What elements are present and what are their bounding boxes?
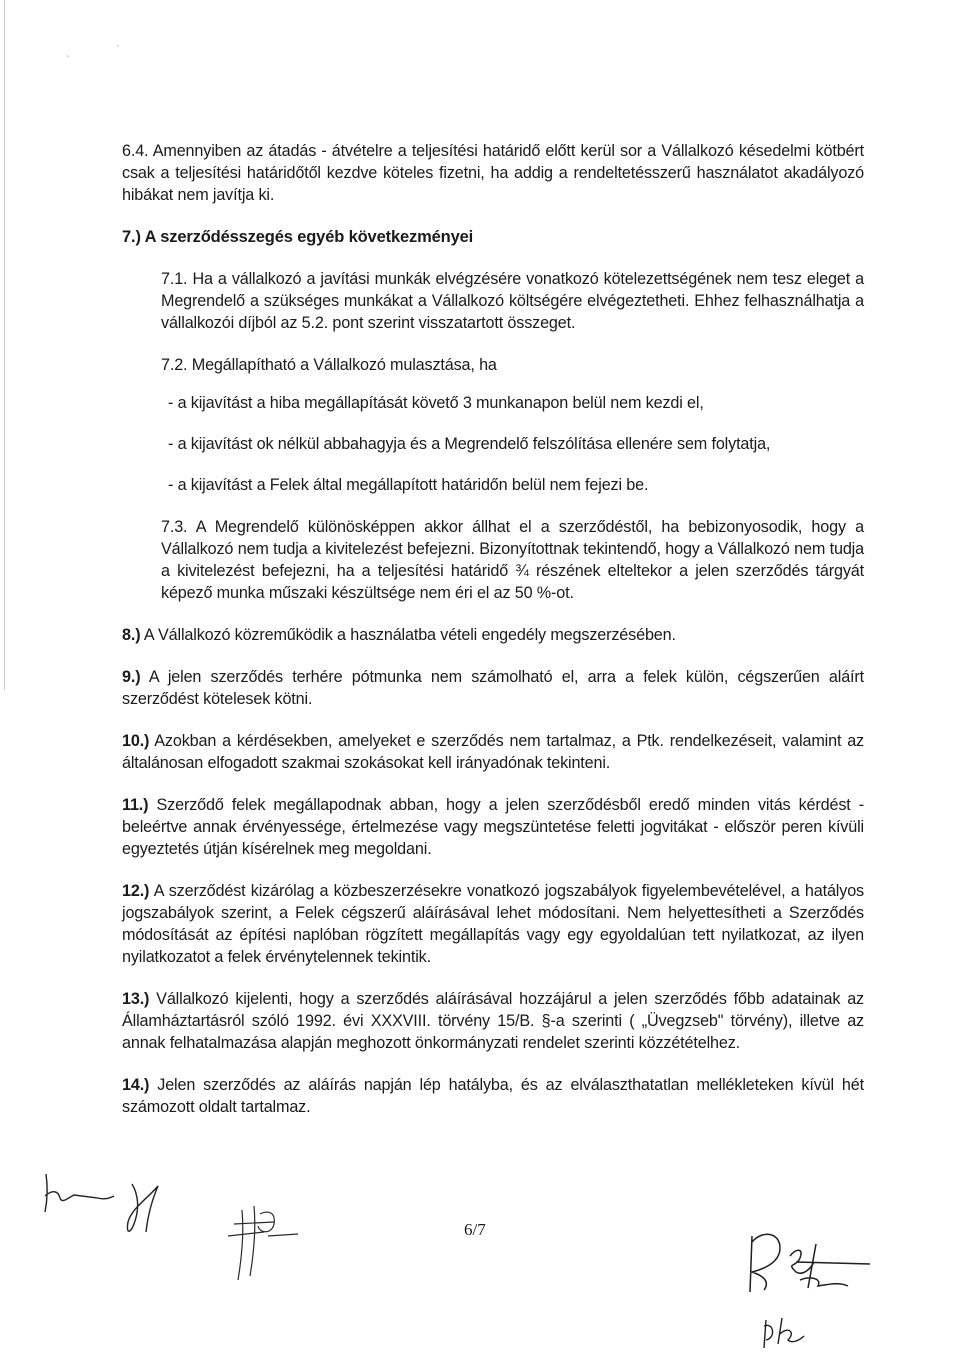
paragraph-text: Jelen szerződés az aláírás napján lép hatályba, és az elválaszthatatlan mellékleteken kívül hét számozott oldalt tartalmaz. xyxy=(122,1076,864,1116)
list-item: - a kijavítást a hiba megállapítását követő 3 munkanapon belül nem kezdi el, xyxy=(168,394,704,412)
paragraph-text: Vállalkozó kijelenti, hogy a szerződés aláírásával hozzájárul a jelen szerződés főbb adatainak az Államháztartásról szóló 1992. évi XXXVIII. törvény 15/B. §-a szerinti ( „Üvegzseb" törvény), illetve az annak felhatalmazása alapján meghozott önkormányzati rendelet szerinti közzétételhez. xyxy=(122,990,864,1052)
paragraph-7-3: 7.3. A Megrendelő különösképpen akkor állhat el a szerződéstől, ha bebizonyosodik, hogy a Vállalkozó nem tudja a kivitelezést befejezni. Bizonyítottnak tekintendő, hogy a Vállalkozó nem tudja a kivitelezést befejezni, ha a teljesítési határidő ¾ részének elteltekor a jelen szerződés tárgyát képező munka műszaki készültsége nem éri el az 50 %-ot. xyxy=(161,518,864,602)
list-item: - a kijavítást a Felek által megállapított határidőn belül nem fejezi be. xyxy=(168,476,649,494)
scan-speck: · xyxy=(116,40,120,52)
paragraph-text: Szerződő felek megállapodnak abban, hogy a jelen szerződésből eredő minden vitás kérdést - beleértve annak érvényessége, értelmezése vagy megszüntetése feletti jogvitákat - először peren kívüli egyeztetés útján kísérelnek meg megoldani. xyxy=(122,796,864,858)
paragraph-11 xyxy=(122,794,864,860)
paragraph-7-1: 7.1. Ha a vállalkozó a javítási munkák elvégzésére vonatkozó kötelezettségének nem tesz eleget a Megrendelő a szükséges munkákat a Vállalkozó költségére elvégeztetheti. Ehhez felhasználhatja a vállalkozói díjból az 5.2. pont szerint visszatartott összeget. xyxy=(161,270,864,332)
paragraph-10 xyxy=(122,730,864,774)
section-number: 12.) xyxy=(122,882,150,900)
page-number: 6/7 xyxy=(464,1220,486,1239)
paragraph-text: A Vállalkozó közreműködik a használatba vételi engedély megszerzésében. xyxy=(140,626,676,644)
signature-initials-left xyxy=(38,1168,118,1218)
section-number: 9.) xyxy=(122,668,141,686)
paragraph-text: A jelen szerződés terhére pótmunka nem számolható el, arra a felek külön, cégszerűen aláírt szerződést kötelesek kötni. xyxy=(122,668,864,708)
paragraph-13 xyxy=(122,988,864,1054)
scan-speck: ˎ xyxy=(66,46,70,58)
paragraph-7-2: 7.2. Megállapítható a Vállalkozó mulasztása, ha xyxy=(161,356,497,374)
signature-initials xyxy=(118,1178,178,1248)
list-item: - a kijavítást ok nélkül abbahagyja és a Megrendelő felszólítása ellenére sem folytatja, xyxy=(168,435,771,453)
signature-initials xyxy=(214,1196,314,1286)
section-number: 8.) xyxy=(122,626,141,644)
section-number: 14.) xyxy=(122,1076,150,1094)
document-body xyxy=(122,140,864,1118)
paragraph-text: A szerződést kizárólag a közbeszerzésekre vonatkozó jogszabályok figyelembevételével, a hatályos jogszabályok szerint, a Felek cégszerű aláírásával lehet módosítani. Nem helyettesítheti a Szerződés módosítását az építési naplóban rögzített megállapítás vagy egy egyoldalúan tett nyilatkozat, az ilyen nyilatkozatot a felek érvénytelennek tekintik. xyxy=(122,882,864,966)
paragraph-14 xyxy=(122,1074,864,1118)
section-7-heading: 7.) A szerződésszegés egyéb következményei xyxy=(122,228,474,246)
paragraph-text: Azokban a kérdésekben, amelyeket e szerződés nem tartalmaz, a Ptk. rendelkezéseit, valamint az általánosan elfogadott szakmai szokásokat kell irányadónak tekinteni. xyxy=(122,732,864,772)
paragraph-12 xyxy=(122,880,864,968)
scan-margin-line xyxy=(4,0,5,690)
section-number: 11.) xyxy=(122,796,149,814)
signature-right xyxy=(730,1222,880,1352)
paragraph-9 xyxy=(122,666,864,710)
section-number: 13.) xyxy=(122,990,150,1008)
paragraph-8 xyxy=(122,624,864,646)
paragraph-6-4: 6.4. Amennyiben az átadás - átvételre a teljesítési határidő előtt kerül sor a Vállalkozó késedelmi kötbért csak a teljesítési határidőtől kezdve köteles fizetni, ha addig a rendeltetésszerű használatot akadályozó hibákat nem javítja ki. xyxy=(122,142,864,204)
section-number: 10.) xyxy=(122,732,150,750)
